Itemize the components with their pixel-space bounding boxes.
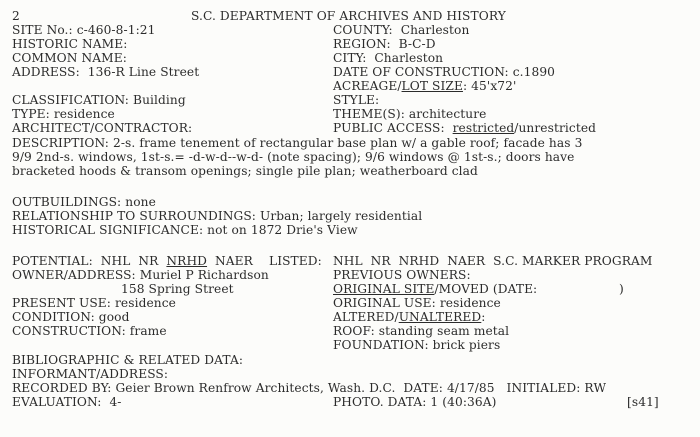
bibliographic: BIBLIOGRAPHIC & RELATED DATA: [12,353,244,367]
city: CITY: Charleston [333,51,444,65]
evaluation: EVALUATION: 4- [12,395,122,409]
common-name: COMMON NAME: [12,51,127,65]
listed-label: LISTED: [269,254,322,268]
description-line: 9/9 2nd-s. windows, 1st-s.= -d-w-d--w-d- (note spacing); 9/6 windows @ 1st-s.; doors have [12,150,575,164]
present-use: PRESENT USE: residence [12,296,176,310]
informant: INFORMANT/ADDRESS: [12,367,169,381]
classification: CLASSIFICATION: Building [12,93,186,107]
listed-options: NHL NR NRHD NAER S.C. MARKER PROGRAM [333,254,653,268]
form-code: [s41] [627,395,659,409]
acreage: ACREAGE/LOT SIZE: 45'x72' [333,79,517,93]
description-line: DESCRIPTION: 2-s. frame tenement of rectangular base plan w/ a gable roof; facade has 3 [12,136,583,150]
page-number: 2 [12,9,20,23]
outbuildings: OUTBUILDINGS: none [12,195,156,209]
description-line: bracketed hoods & transom openings; single pile plan; weatherboard clad [12,164,478,178]
type: TYPE: residence [12,107,115,121]
architect: ARCHITECT/CONTRACTOR: [12,121,193,135]
region: REGION: B-C-D [333,37,436,51]
agency-title: S.C. DEPARTMENT OF ARCHIVES AND HISTORY [191,9,506,23]
owner-street: 158 Spring Street [121,282,234,296]
roof: ROOF: standing seam metal [333,324,510,338]
condition: CONDITION: good [12,310,130,324]
owner-address: OWNER/ADDRESS: Muriel P Richardson [12,268,269,282]
historic-name: HISTORIC NAME: [12,37,128,51]
original-site: ORIGINAL SITE/MOVED (DATE: [333,282,538,296]
themes: THEME(S): architecture [333,107,487,121]
county: COUNTY: Charleston [333,23,470,37]
site-no: SITE No.: c-460-8-1:21 [12,23,156,37]
recorded-by: RECORDED BY: Geier Brown Renfrow Architects, Wash. D.C. DATE: 4/17/85 INITIALED: RW [12,381,607,395]
date-of-construction: DATE OF CONSTRUCTION: c.1890 [333,65,556,79]
address: ADDRESS: 136-R Line Street [12,65,200,79]
altered: ALTERED/UNALTERED: [333,310,486,324]
relationship: RELATIONSHIP TO SURROUNDINGS: Urban; largely residential [12,209,423,223]
original-site-close: ) [619,282,624,296]
public-access: PUBLIC ACCESS: restricted/unrestricted [333,121,597,135]
original-use: ORIGINAL USE: residence [333,296,501,310]
previous-owners: PREVIOUS OWNERS: [333,268,471,282]
potential: POTENTIAL: NHL NR NRHD NAER [12,254,253,268]
style: STYLE: [333,93,380,107]
significance: HISTORICAL SIGNIFICANCE: not on 1872 Drie's View [12,223,358,237]
photo-data: PHOTO. DATA: 1 (40:36A) [333,395,497,409]
foundation: FOUNDATION: brick piers [333,338,501,352]
construction: CONSTRUCTION: frame [12,324,167,338]
